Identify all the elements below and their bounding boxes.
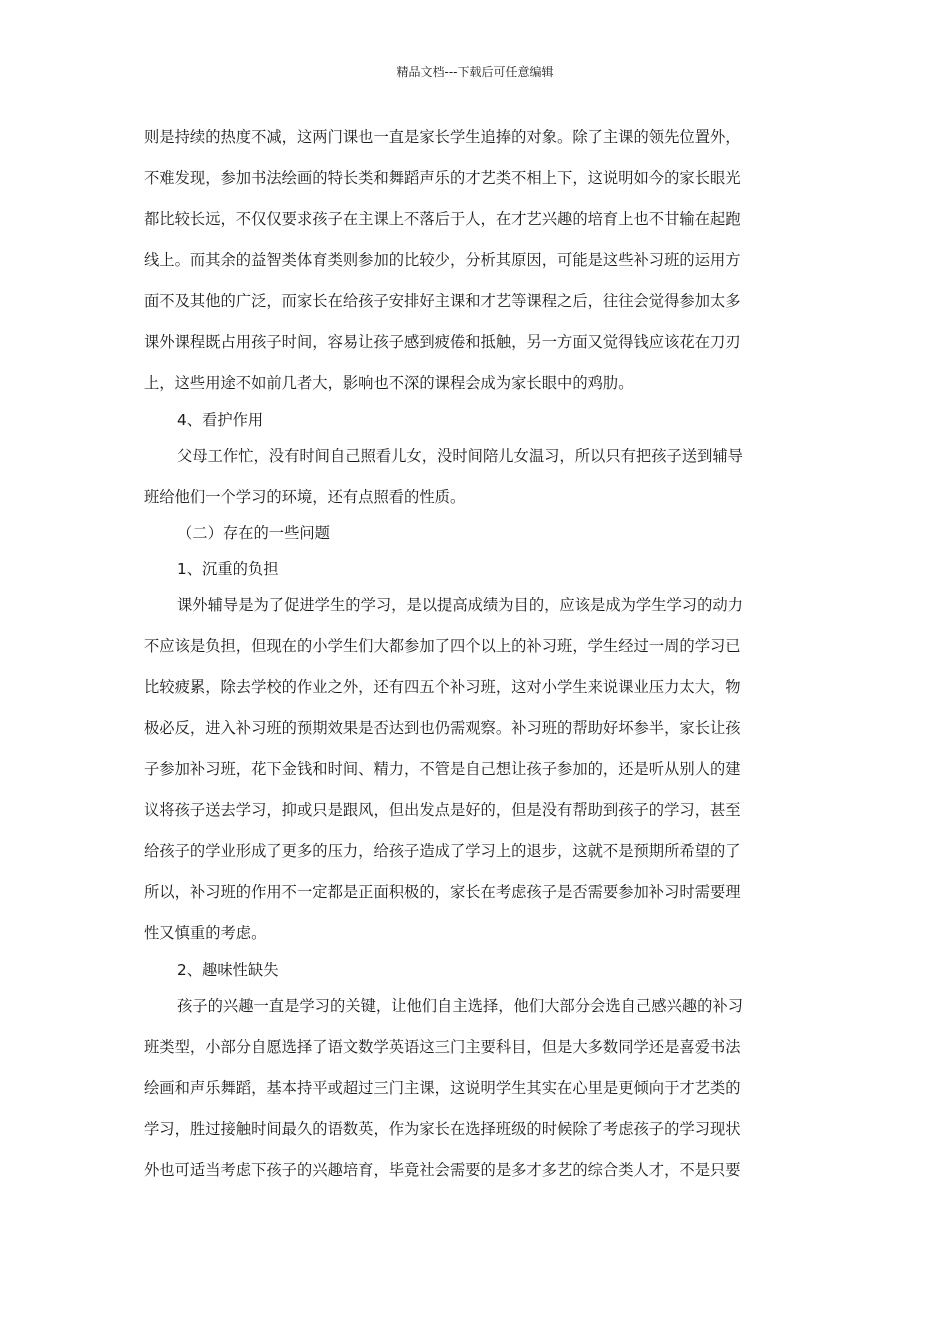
body-line: 外也可适当考虑下孩子的兴趣培育，毕竟社会需要的是多才多艺的综合类人才，不是只要 xyxy=(144,1161,741,1179)
body-line: 则是持续的热度不减，这两门课也一直是家长学生追捧的对象。除了主课的领先位置外， xyxy=(144,128,741,146)
body-line: 比较疲累，除去学校的作业之外，还有四五个补习班，这对小学生来说课业压力太大，物 xyxy=(144,678,741,696)
body-line: 性又慎重的考虑。 xyxy=(144,924,267,942)
section-heading: 4、看护作用 xyxy=(177,411,264,429)
body-line: 不难发现，参加书法绘画的特长类和舞蹈声乐的才艺类不相上下，这说明如今的家长眼光 xyxy=(144,169,741,187)
body-line: 线上。而其余的益智类体育类则参加的比较少，分析其原因，可能是这些补习班的运用方 xyxy=(144,251,741,269)
body-line: 班类型，小部分自愿选择了语文数学英语这三门主要科目，但是大多数同学还是喜爱书法 xyxy=(144,1038,741,1056)
section-heading: 1、沉重的负担 xyxy=(177,560,279,578)
body-line: 面不及其他的广泛，而家长在给孩子安排好主课和才艺等课程之后，往往会觉得参加太多 xyxy=(144,292,741,310)
body-line: 绘画和声乐舞蹈，基本持平或超过三门主课，这说明学生其实在心里是更倾向于才艺类的 xyxy=(144,1079,741,1097)
paragraph-first-line: 课外辅导是为了促进学生的学习，是以提高成绩为目的，应该是成为学生学习的动力 xyxy=(177,596,743,614)
paragraph-first-line: 孩子的兴趣一直是学习的关键，让他们自主选择，他们大部分会选自己感兴趣的补习 xyxy=(177,997,743,1015)
paragraph-first-line: 父母工作忙，没有时间自己照看儿女，没时间陪儿女温习，所以只有把孩子送到辅导 xyxy=(177,447,743,465)
page-header: 精品文档---下载后可任意编辑 xyxy=(396,65,554,79)
body-line: 子参加补习班，花下金钱和时间、精力，不管是自己想让孩子参加的，还是听从别人的建 xyxy=(144,760,741,778)
body-line: 上，这些用途不如前几者大，影响也不深的课程会成为家长眼中的鸡肋。 xyxy=(144,374,634,392)
body-line: 所以，补习班的作用不一定都是正面积极的，家长在考虑孩子是否需要参加补习时需要理 xyxy=(144,883,741,901)
body-line: 课外课程既占用孩子时间，容易让孩子感到疲倦和抵触，另一方面又觉得钱应该花在刀刃 xyxy=(144,333,741,351)
body-line: 给孩子的学业形成了更多的压力，给孩子造成了学习上的退步，这就不是预期所希望的了 xyxy=(144,842,741,860)
body-line: 学习，胜过接触时间最久的语数英，作为家长在选择班级的时候除了考虑孩子的学习现状 xyxy=(144,1120,741,1138)
section-heading: 2、趣味性缺失 xyxy=(177,961,279,979)
section-heading: （二）存在的一些问题 xyxy=(177,524,330,542)
body-line: 极必反，进入补习班的预期效果是否达到也仍需观察。补习班的帮助好坏参半，家长让孩 xyxy=(144,719,741,737)
body-line: 班给他们一个学习的环境，还有点照看的性质。 xyxy=(144,488,466,506)
body-line: 议将孩子送去学习，抑或只是跟风，但出发点是好的，但是没有帮助到孩子的学习，甚至 xyxy=(144,801,741,819)
body-line: 不应该是负担，但现在的小学生们大都参加了四个以上的补习班，学生经过一周的学习已 xyxy=(144,637,741,655)
body-line: 都比较长远，不仅仅要求孩子在主课上不落后于人，在才艺兴趣的培育上也不甘输在起跑 xyxy=(144,210,741,228)
